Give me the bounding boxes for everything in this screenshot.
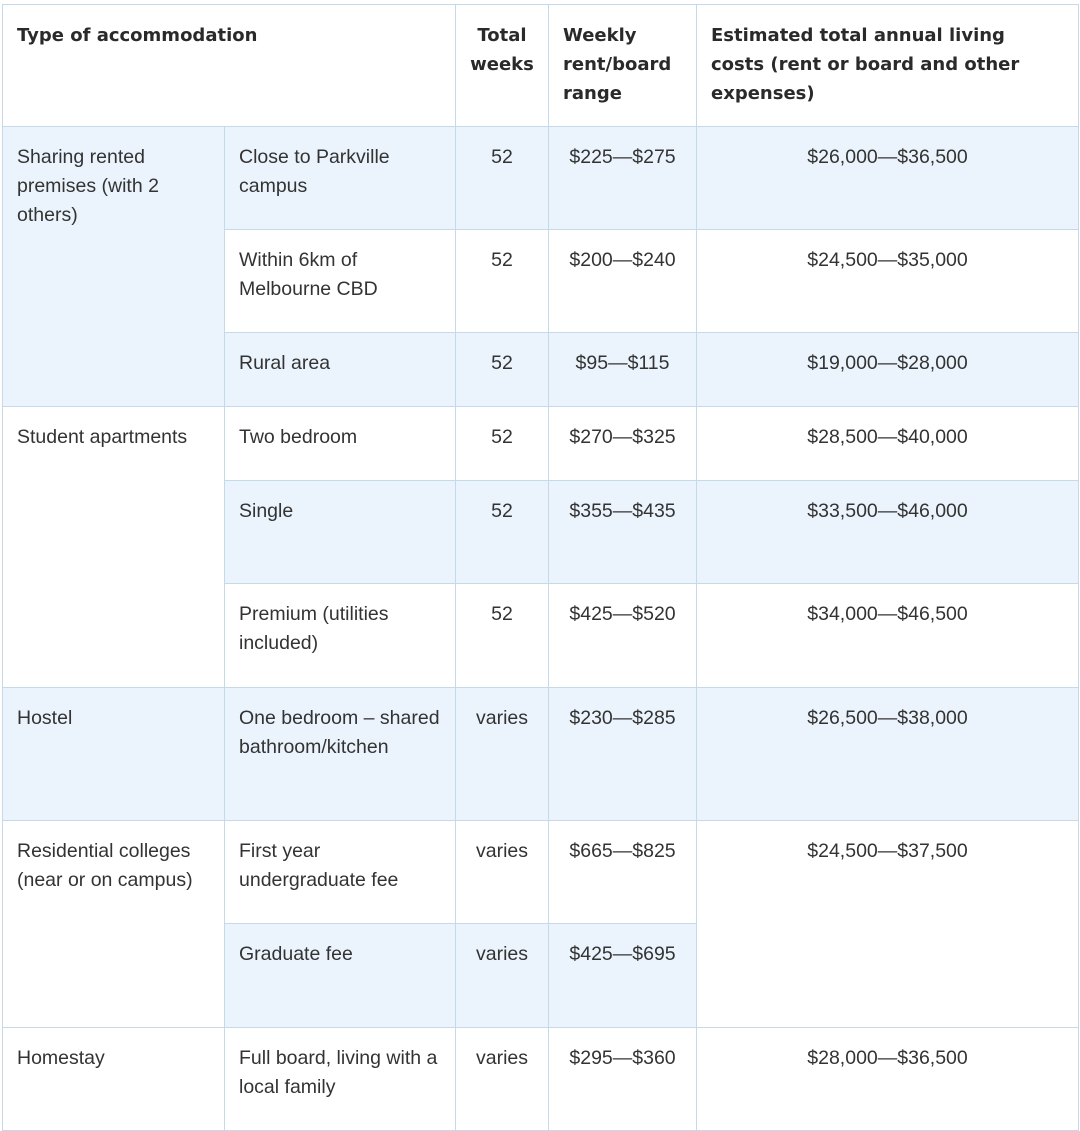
weeks-cell: varies [456,924,549,1028]
table-row [3,127,1079,230]
table-row [3,821,1079,924]
annual-cost-cell: $26,000—$36,500 [697,127,1079,230]
annual-cost-cell: $24,500—$37,500 [697,821,1079,1028]
weekly-range-cell: $425—$695 [549,924,697,1028]
weekly-range-cell: $295—$360 [549,1028,697,1131]
weeks-cell: varies [456,821,549,924]
option-cell: One bedroom – shared bathroom/kitchen [225,688,456,821]
weekly-range-cell: $225—$275 [549,127,697,230]
weeks-cell: varies [456,1028,549,1131]
header-weekly-range: Weekly rent/board range [549,5,697,127]
weekly-range-cell: $230—$285 [549,688,697,821]
accommodation-costs-table [2,4,1079,1131]
annual-cost-cell: $34,000—$46,500 [697,584,1079,688]
annual-cost-cell: $28,000—$36,500 [697,1028,1079,1131]
table-row [3,1028,1079,1131]
weeks-cell: 52 [456,230,549,333]
option-cell: Within 6km of Melbourne CBD [225,230,456,333]
weekly-range-cell: $665—$825 [549,821,697,924]
weeks-cell: 52 [456,481,549,584]
accommodation-type-cell: Sharing rented premises (with 2 others) [3,127,225,407]
weeks-cell: varies [456,688,549,821]
option-cell: Full board, living with a local family [225,1028,456,1131]
weeks-cell: 52 [456,584,549,688]
weekly-range-cell: $355—$435 [549,481,697,584]
option-cell: Graduate fee [225,924,456,1028]
header-total-weeks: Total weeks [456,5,549,127]
accommodation-type-cell: Residential colleges (near or on campus) [3,821,225,1028]
header-annual-costs: Estimated total annual living costs (rent or board and other expenses) [697,5,1079,127]
accommodation-type-cell: Hostel [3,688,225,821]
weeks-cell: 52 [456,333,549,407]
table-row [3,688,1079,821]
table-header-row [3,5,1079,127]
option-cell: Single [225,481,456,584]
annual-cost-cell: $26,500—$38,000 [697,688,1079,821]
annual-cost-cell: $24,500—$35,000 [697,230,1079,333]
weekly-range-cell: $95—$115 [549,333,697,407]
accommodation-type-cell: Student apartments [3,407,225,688]
weekly-range-cell: $200—$240 [549,230,697,333]
option-cell: First year undergraduate fee [225,821,456,924]
header-type-of-accommodation: Type of accommodation [3,5,456,127]
option-cell: Premium (utilities included) [225,584,456,688]
weeks-cell: 52 [456,407,549,481]
table-row [3,407,1079,481]
annual-cost-cell: $28,500—$40,000 [697,407,1079,481]
accommodation-type-cell: Homestay [3,1028,225,1131]
annual-cost-cell: $19,000—$28,000 [697,333,1079,407]
option-cell: Close to Parkville campus [225,127,456,230]
weekly-range-cell: $270—$325 [549,407,697,481]
weekly-range-cell: $425—$520 [549,584,697,688]
option-cell: Two bedroom [225,407,456,481]
option-cell: Rural area [225,333,456,407]
annual-cost-cell: $33,500—$46,000 [697,481,1079,584]
weeks-cell: 52 [456,127,549,230]
